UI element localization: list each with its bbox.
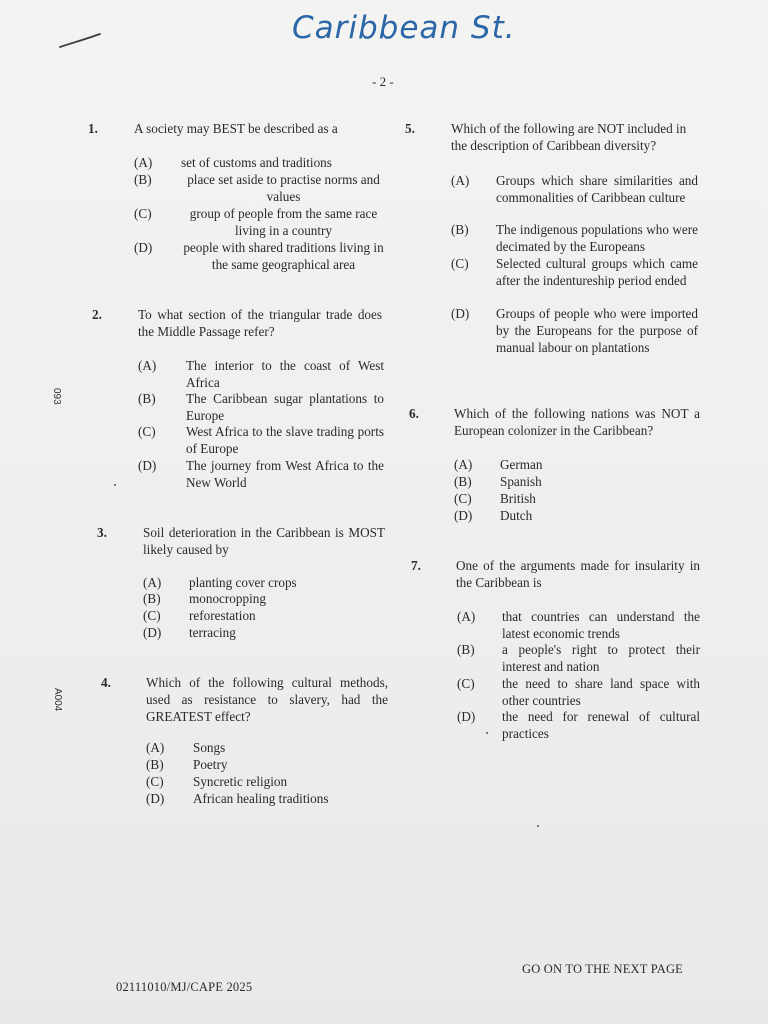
option-text: West Africa to the slave trading ports of Europe <box>186 424 384 456</box>
question-number: 3. <box>97 525 107 540</box>
option-letter: (A) <box>451 173 470 188</box>
option-letter: (C) <box>454 491 472 506</box>
question-number: 2. <box>92 307 102 322</box>
question-stem: Which of the following are NOT included in the description of Caribbean diversity? <box>451 121 687 153</box>
option-letter: (B) <box>138 391 156 406</box>
option-text: Groups of people who were imported by the Europeans for the purpose of manual labour on plantations <box>496 306 698 355</box>
page-number: - 2 - <box>372 74 394 89</box>
side-code-lower: A004 <box>52 688 63 712</box>
question-stem: Soil deterioration in the Caribbean is MOST likely caused by <box>143 525 385 557</box>
paper-code: 02111010/MJ/CAPE 2025 <box>116 980 253 994</box>
option-letter: (C) <box>138 424 156 439</box>
option-text: The Caribbean sugar plantations to Europe <box>186 391 384 423</box>
option-letter: (A) <box>143 575 162 590</box>
option-text: planting cover crops <box>189 575 297 590</box>
question-5 <box>405 121 705 381</box>
option-letter: (D) <box>451 306 470 321</box>
question-stem: Which of the following cultural methods, used as resistance to slavery, had the GREATEST effect? <box>146 675 388 724</box>
option-letter: (D) <box>138 458 157 473</box>
handwritten-title: Caribbean St. <box>292 10 516 46</box>
pen-stroke-mark <box>58 30 104 50</box>
option-text: reforestation <box>189 608 256 623</box>
option-letter: (D) <box>146 791 165 806</box>
option-letter: (D) <box>143 625 162 640</box>
option-text: Syncretic religion <box>193 774 288 789</box>
option-text: German <box>500 457 543 472</box>
option-letter: (B) <box>454 474 472 489</box>
option-text: the need to share land space with other countries <box>502 676 700 708</box>
option-letter: (D) <box>457 709 476 724</box>
question-number: 4. <box>101 675 111 690</box>
question-number: 6. <box>409 406 419 421</box>
question-2 <box>92 307 392 497</box>
option-letter: (C) <box>134 206 152 221</box>
option-letter: (A) <box>138 358 157 373</box>
option-text: set of customs and traditions <box>181 155 332 170</box>
option-text: that countries can understand the latest economic trends <box>502 609 700 641</box>
option-letter: (A) <box>457 609 476 624</box>
question-4 <box>101 675 401 810</box>
question-stem: To what section of the triangular trade does the Middle Passage refer? <box>138 307 382 339</box>
option-letter: (B) <box>143 591 161 606</box>
question-number: 7. <box>411 558 421 573</box>
question-stem: Which of the following nations was NOT a European colonizer in the Caribbean? <box>454 406 700 438</box>
question-stem: One of the arguments made for insularity in the Caribbean is <box>456 558 700 590</box>
option-text: place set aside to practise norms and values <box>187 172 380 204</box>
option-letter: (D) <box>454 508 473 523</box>
option-letter: (C) <box>143 608 161 623</box>
side-code-upper: 093 <box>51 388 62 405</box>
option-letter: (A) <box>454 457 473 472</box>
option-text: group of people from the same race living in a country <box>189 206 378 238</box>
option-text: British <box>500 491 536 506</box>
option-letter: (A) <box>146 740 165 755</box>
question-3 <box>97 525 397 650</box>
option-text: The interior to the coast of West Africa <box>186 358 384 390</box>
option-text: The indigenous populations who were decimated by the Europeans <box>496 222 698 254</box>
option-text: Groups which share similarities and commonalities of Caribbean culture <box>496 173 698 205</box>
question-number: 1. <box>88 121 98 136</box>
option-letter: (D) <box>134 240 153 255</box>
option-letter: (A) <box>134 155 153 170</box>
option-text: Songs <box>193 740 226 755</box>
option-text: The journey from West Africa to the New World <box>186 458 384 490</box>
option-letter: (C) <box>146 774 164 789</box>
stray-dot <box>486 732 488 734</box>
question-number: 5. <box>405 121 415 136</box>
option-letter: (B) <box>134 172 152 187</box>
stray-dot <box>537 825 539 827</box>
option-text: monocropping <box>189 591 266 606</box>
option-text: Poetry <box>193 757 228 772</box>
question-7 <box>411 558 711 748</box>
option-letter: (B) <box>451 222 469 237</box>
option-text: Selected cultural groups which came after the indentureship period ended <box>496 256 698 288</box>
question-stem: A society may BEST be described as a <box>134 121 338 136</box>
option-text: a people's right to protect their interest and nation <box>502 642 700 674</box>
option-text: African healing traditions <box>193 791 329 806</box>
option-letter: (C) <box>457 676 475 691</box>
option-text: people with shared traditions living in the same geographical area <box>183 240 384 272</box>
option-text: Spanish <box>500 474 542 489</box>
question-6 <box>409 406 709 531</box>
stray-dot <box>114 484 116 486</box>
next-page-notice: GO ON TO THE NEXT PAGE <box>522 962 684 976</box>
option-text: terracing <box>189 625 236 640</box>
option-letter: (B) <box>146 757 164 772</box>
option-text: the need for renewal of cultural practices <box>502 709 700 741</box>
question-1 <box>88 121 388 281</box>
option-letter: (C) <box>451 256 469 271</box>
option-letter: (B) <box>457 642 475 657</box>
option-text: Dutch <box>500 508 533 523</box>
